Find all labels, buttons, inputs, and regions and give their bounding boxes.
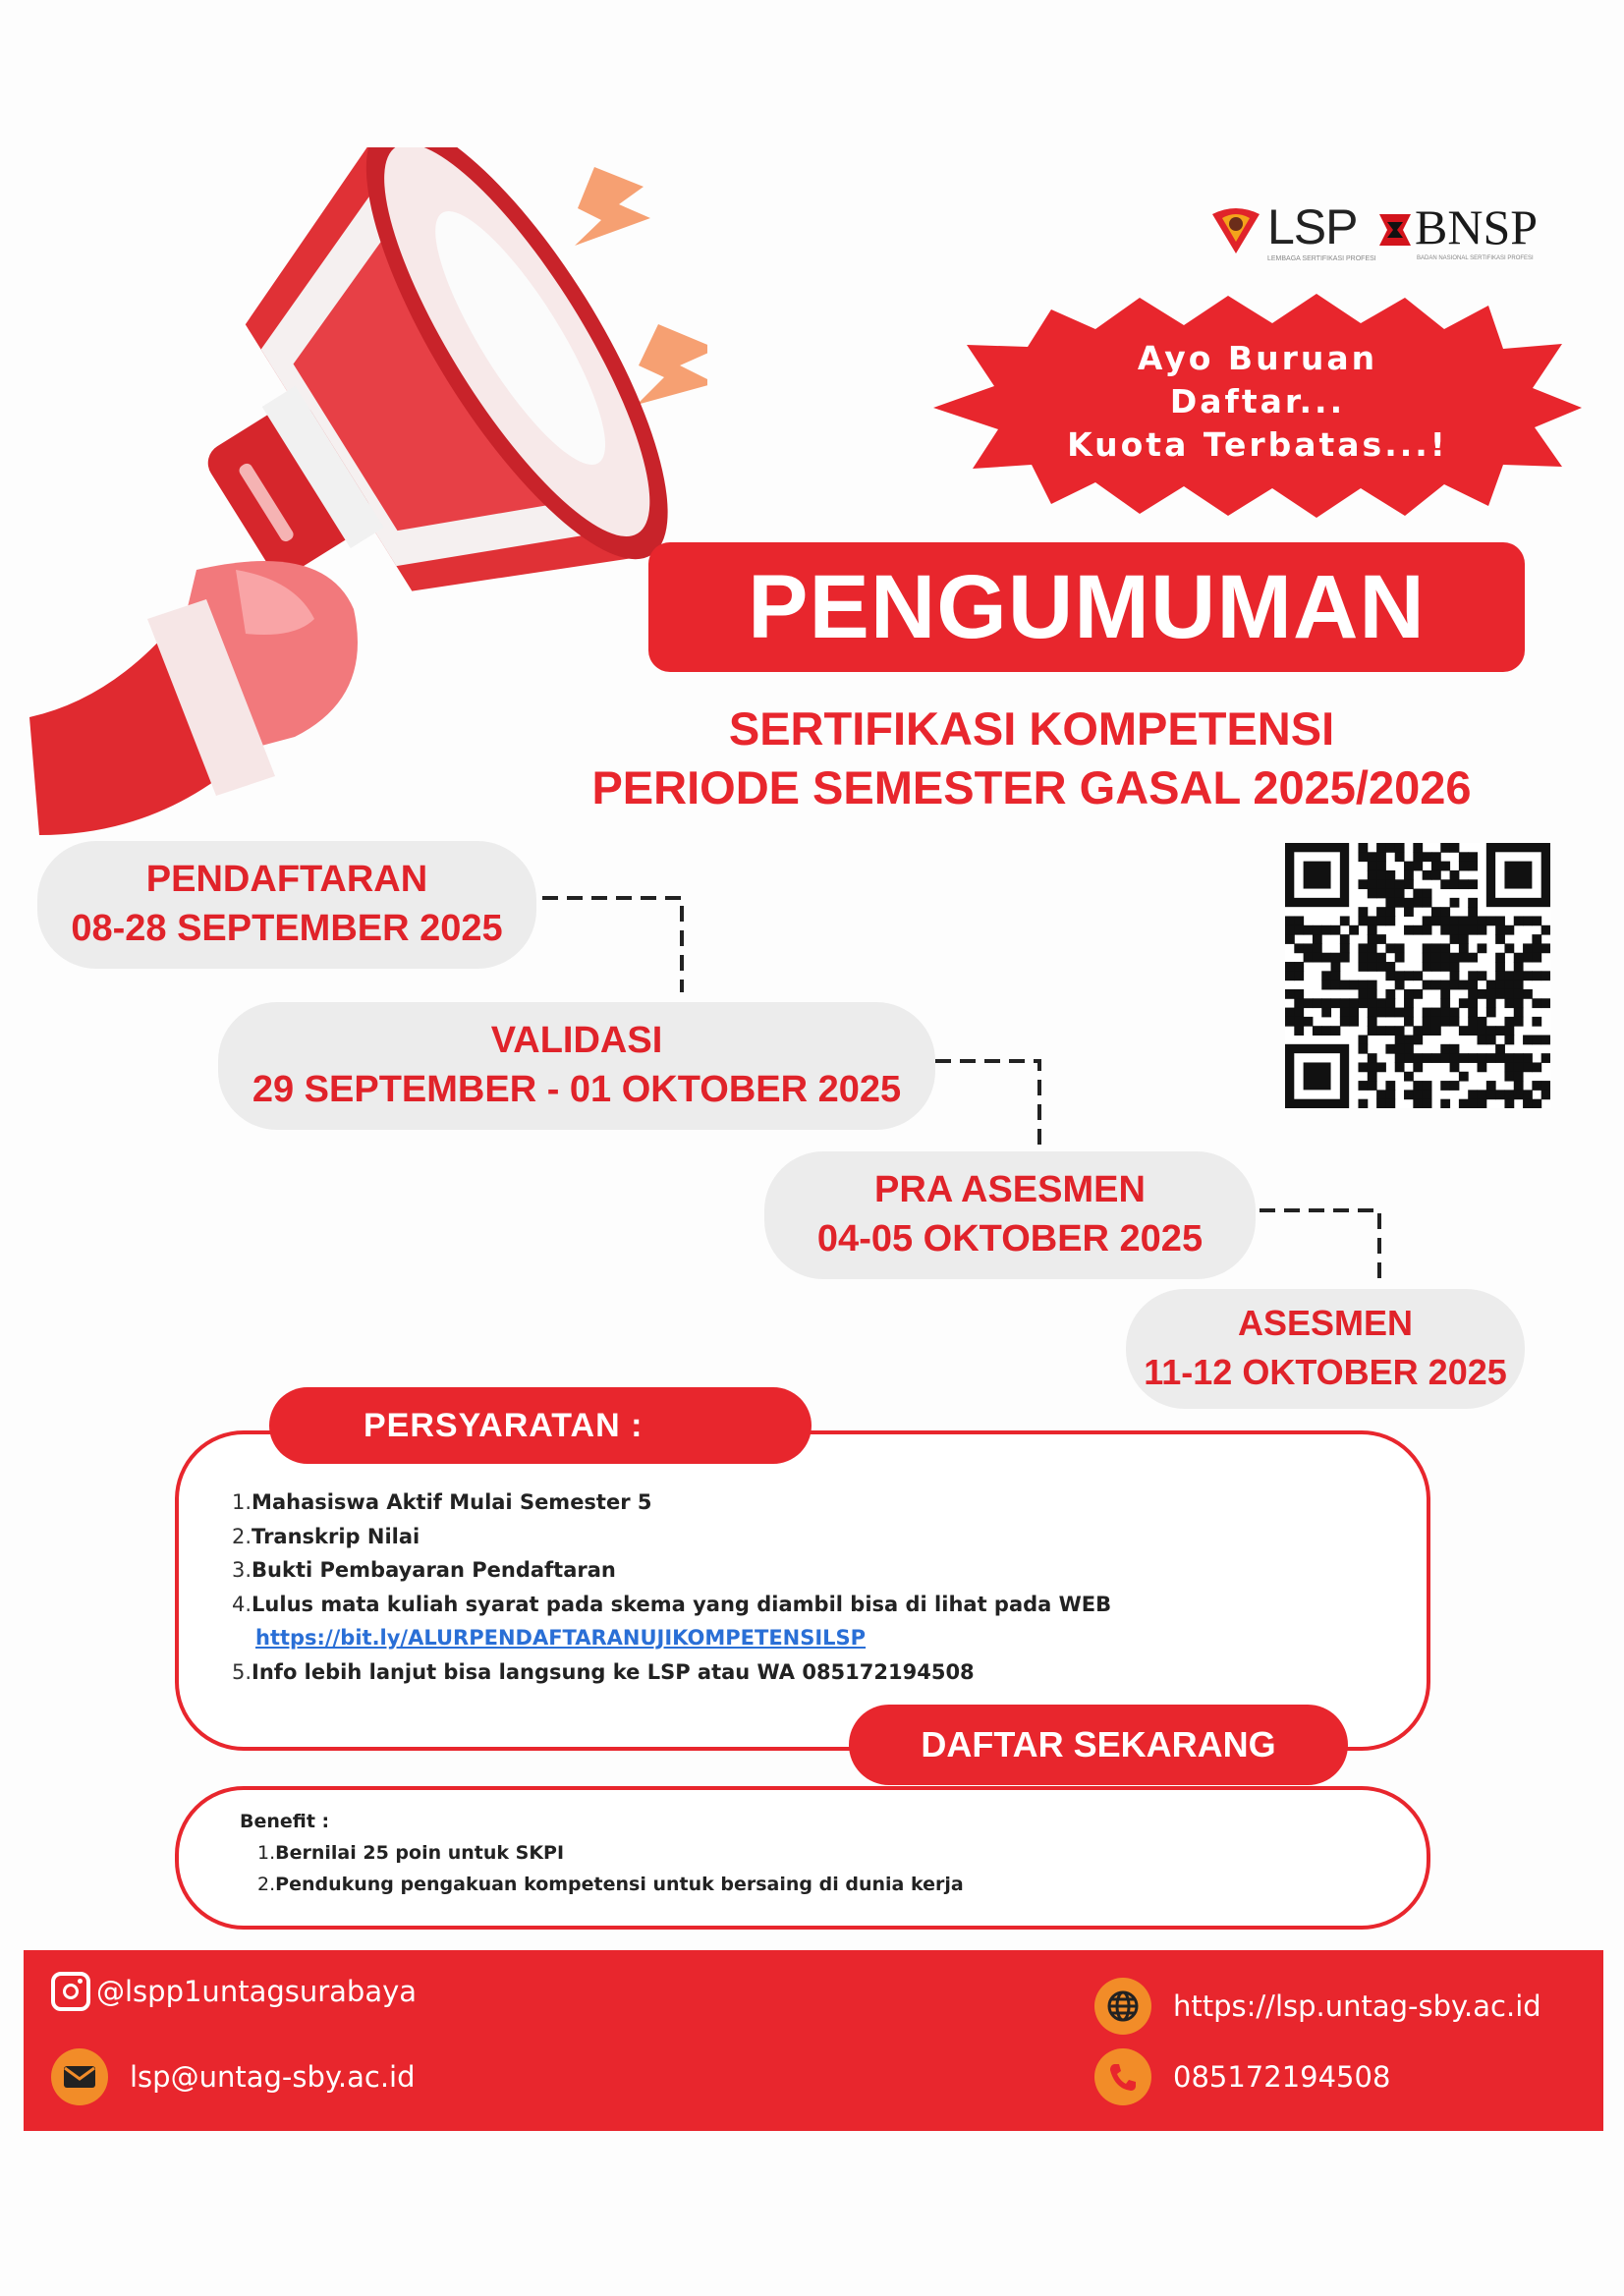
email-contact[interactable] bbox=[51, 2048, 416, 2105]
lsp-logo-text: LSP bbox=[1267, 199, 1358, 254]
promo-line-2: Daftar... bbox=[1169, 382, 1346, 420]
timeline-step-date: 08-28 SEPTEMBER 2025 bbox=[71, 908, 503, 949]
list-item: 3.Bukti Pembayaran Pendaftaran bbox=[232, 1558, 616, 1582]
timeline-step-label: PRA ASESMEN bbox=[874, 1169, 1146, 1210]
list-item: 2.Pendukung pengakuan kompetensi untuk bersaing di dunia kerja bbox=[257, 1874, 964, 1895]
bnsp-logo-text: BNSP bbox=[1415, 199, 1539, 254]
timeline-step-date: 29 SEPTEMBER - 01 OKTOBER 2025 bbox=[252, 1069, 902, 1110]
timeline-step-validasi bbox=[218, 1002, 935, 1130]
list-item: 4.Lulus mata kuliah syarat pada skema yang diambil bisa di lihat pada WEB bbox=[232, 1592, 1112, 1616]
phone-number: 085172194508 bbox=[1173, 2060, 1391, 2094]
email-address: lsp@untag-sby.ac.id bbox=[130, 2060, 416, 2094]
timeline-step-pra-asesmen bbox=[764, 1151, 1256, 1279]
list-item: 5.Info lebih lanjut bisa langsung ke LSP atau WA 085172194508 bbox=[232, 1659, 975, 1684]
website-url: https://lsp.untag-sby.ac.id bbox=[1173, 1989, 1541, 2023]
qr-code[interactable] bbox=[1285, 843, 1550, 1108]
promo-burst bbox=[933, 290, 1582, 521]
benefit-list bbox=[240, 1806, 1320, 1900]
instagram-handle: @lspp1untagsurabaya bbox=[96, 1975, 418, 2008]
register-now-button[interactable]: DAFTAR SEKARANG bbox=[849, 1705, 1348, 1785]
bnsp-logo-subtext: BADAN NASIONAL SERTIFIKASI PROFESI bbox=[1417, 255, 1534, 261]
promo-line-3: Kuota Terbatas...! bbox=[1067, 425, 1448, 464]
requirements-header: PERSYARATAN : bbox=[269, 1387, 812, 1464]
requirements-list bbox=[232, 1485, 1372, 1689]
instagram-contact[interactable] bbox=[51, 1972, 417, 2011]
bnsp-logo-icon bbox=[1377, 208, 1413, 252]
subtitle-line-2: PERIODE SEMESTER GASAL 2025/2026 bbox=[591, 761, 1472, 813]
list-item: 1.Mahasiswa Aktif Mulai Semester 5 bbox=[232, 1490, 652, 1514]
registration-flow-link[interactable]: https://bit.ly/ALURPENDAFTARANUJIKOMPETENSILSP bbox=[255, 1626, 867, 1650]
timeline-step-label: VALIDASI bbox=[490, 1020, 663, 1061]
contact-footer bbox=[24, 1950, 1603, 2131]
page-title: PENGUMUMAN bbox=[648, 542, 1525, 672]
page-subtitle bbox=[511, 700, 1552, 817]
list-item: 2.Transkrip Nilai bbox=[232, 1524, 420, 1548]
website-contact[interactable] bbox=[1094, 1978, 1541, 2035]
timeline-step-asesmen bbox=[1126, 1289, 1525, 1409]
benefit-header: Benefit : bbox=[240, 1811, 330, 1832]
lsp-logo-icon bbox=[1208, 206, 1263, 255]
globe-icon bbox=[1094, 1978, 1151, 2035]
mail-icon bbox=[51, 2048, 108, 2105]
instagram-icon bbox=[51, 1972, 90, 2011]
phone-contact[interactable] bbox=[1094, 2048, 1390, 2105]
list-item: 1.Bernilai 25 poin untuk SKPI bbox=[257, 1842, 565, 1864]
phone-icon bbox=[1094, 2048, 1151, 2105]
timeline-step-date: 04-05 OKTOBER 2025 bbox=[816, 1218, 1204, 1260]
lsp-logo-subtext: LEMBAGA SERTIFIKASI PROFESI bbox=[1267, 255, 1376, 262]
timeline-step-label: PENDAFTARAN bbox=[145, 859, 428, 900]
partner-logos bbox=[1208, 196, 1572, 275]
timeline-step-label: ASESMEN bbox=[1237, 1303, 1414, 1343]
timeline-step-date: 11-12 OKTOBER 2025 bbox=[1144, 1352, 1507, 1392]
promo-line-1: Ayo Buruan bbox=[1137, 339, 1378, 377]
timeline-step-pendaftaran bbox=[37, 841, 536, 969]
promo-text bbox=[1022, 337, 1493, 467]
subtitle-line-1: SERTIFIKASI KOMPETENSI bbox=[728, 702, 1335, 755]
